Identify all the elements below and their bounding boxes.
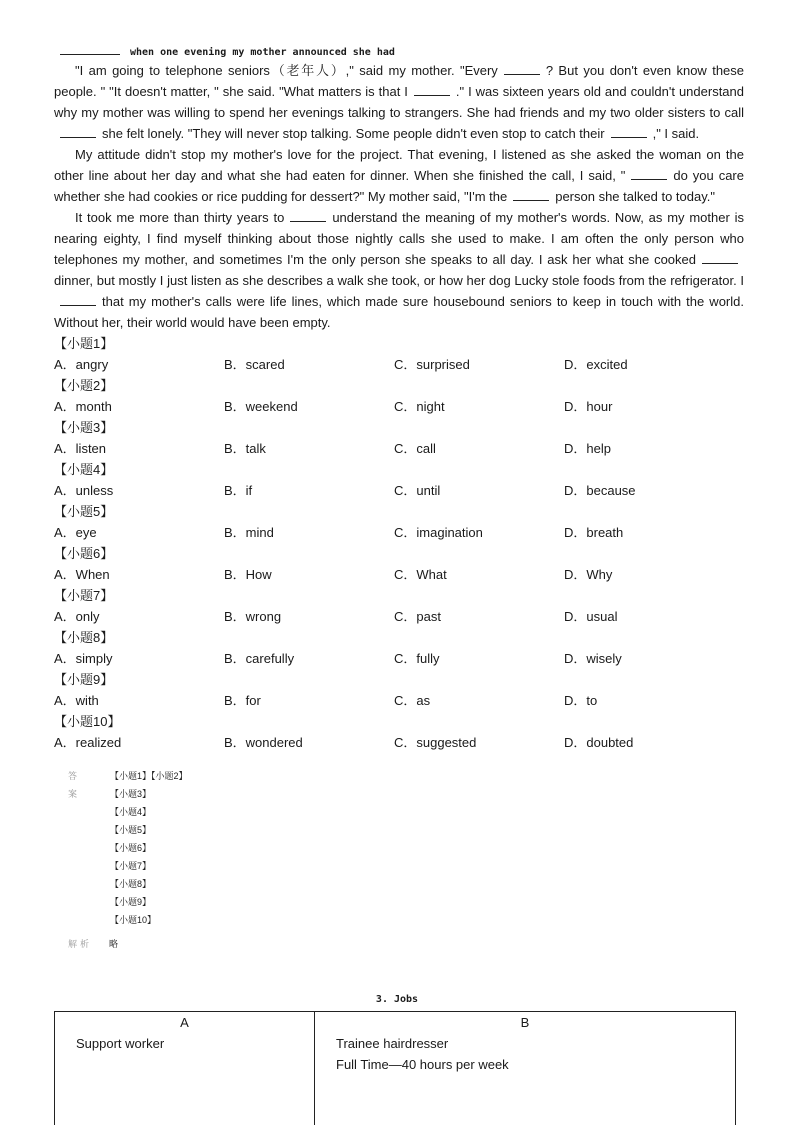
option-row bbox=[54, 522, 744, 543]
option-row bbox=[54, 564, 744, 585]
option-a: A．unless bbox=[54, 483, 114, 498]
answer-item: 【小题7】 bbox=[110, 861, 152, 871]
option-b: B．wrong bbox=[224, 609, 282, 624]
option-d: D．wisely bbox=[564, 651, 622, 666]
text: My attitude didn't stop my mother's love for the project. That evening, I listened as she asked the woman on the other line about her day and what she had eaten for dinner. When she finished the call, I said, " bbox=[54, 147, 744, 183]
option-a: A．only bbox=[54, 609, 100, 624]
option-a: A．eye bbox=[54, 525, 97, 540]
question-label: 【小题9】 bbox=[54, 672, 114, 687]
option-c: C．imagination bbox=[394, 525, 483, 540]
analysis-label: 解析 bbox=[68, 939, 93, 949]
blank bbox=[611, 125, 647, 138]
top-line-text: when one evening my mother announced she had bbox=[130, 47, 395, 58]
text: ," I said. bbox=[652, 126, 700, 141]
blank bbox=[290, 209, 326, 222]
option-b: B．if bbox=[224, 483, 253, 498]
question-label: 【小题6】 bbox=[54, 546, 114, 561]
text: ? But you don't even know these people. " "It doesn't matter, " she said. "What matters is that I bbox=[54, 63, 745, 99]
blank bbox=[60, 125, 96, 138]
option-a: A．realized bbox=[54, 735, 122, 750]
option-d: D．to bbox=[564, 693, 598, 708]
option-d: D．hour bbox=[564, 399, 613, 414]
text: that my mother's calls were life lines, which made sure housebound seniors to keep in touch with the world. Without her, their world would have been empty. bbox=[54, 294, 744, 330]
column-b bbox=[315, 1012, 735, 1125]
answer-item: 【小题3】 bbox=[110, 789, 152, 799]
blank bbox=[414, 83, 450, 96]
option-c: C．until bbox=[394, 483, 441, 498]
blank bbox=[513, 188, 549, 201]
option-b: B．wondered bbox=[224, 735, 303, 750]
option-b: B．scared bbox=[224, 357, 285, 372]
job-line: Full Time—40 hours per week bbox=[336, 1057, 509, 1072]
column-a bbox=[55, 1012, 315, 1125]
section-title: 3. Jobs bbox=[375, 994, 419, 1005]
question-label: 【小题3】 bbox=[54, 420, 114, 435]
paragraph-3 bbox=[54, 207, 744, 333]
question-label: 【小题4】 bbox=[54, 462, 114, 477]
option-c: C．suggested bbox=[394, 735, 477, 750]
option-c: C．What bbox=[394, 567, 447, 582]
text: do you care whether she had cookies or rice pudding for dessert?" My mother said, "I'm the bbox=[54, 168, 744, 204]
question-label: 【小题2】 bbox=[54, 378, 114, 393]
option-row bbox=[54, 396, 744, 417]
column-header: B bbox=[520, 1015, 530, 1030]
option-a: A．simply bbox=[54, 651, 113, 666]
answer-item: 【小题9】 bbox=[110, 897, 152, 907]
question-label: 【小题8】 bbox=[54, 630, 114, 645]
option-row bbox=[54, 438, 744, 459]
option-d: D．excited bbox=[564, 357, 628, 372]
paragraph-1 bbox=[54, 60, 744, 144]
option-b: B．carefully bbox=[224, 651, 295, 666]
option-d: D．help bbox=[564, 441, 611, 456]
option-c: C．fully bbox=[394, 651, 440, 666]
text: ." I was sixteen years old and couldn't understand why my mother was willing to spend her evenings talking to strangers. She had friends and my two older sisters to call bbox=[54, 84, 744, 120]
option-row bbox=[54, 690, 744, 711]
answer-item: 【小题1】【小题2】 bbox=[110, 771, 188, 781]
option-row bbox=[54, 732, 744, 753]
option-c: C．past bbox=[394, 609, 441, 624]
blank bbox=[631, 167, 667, 180]
option-a: A．angry bbox=[54, 357, 109, 372]
option-d: D．usual bbox=[564, 609, 618, 624]
option-row bbox=[54, 480, 744, 501]
text: she felt lonely. "They will never stop talking. Some people didn't even stop to catch their bbox=[102, 126, 605, 141]
job-line: Support worker bbox=[76, 1036, 165, 1051]
answer-item: 【小题6】 bbox=[110, 843, 152, 853]
answer-item: 【小题4】 bbox=[110, 807, 152, 817]
top-line bbox=[60, 43, 395, 58]
text: dinner, but mostly I just listen as she describes a walk she took, or how her dog Lucky stole foods from the refrigerator. I bbox=[54, 273, 744, 288]
answer-label: 答案 bbox=[68, 771, 81, 799]
text: "I am going to telephone seniors（老年人）," said my mother. "Every bbox=[75, 63, 498, 78]
blank bbox=[60, 43, 120, 55]
text: It took me more than thirty years to bbox=[75, 210, 285, 225]
option-a: A．When bbox=[54, 567, 110, 582]
question-label: 【小题1】 bbox=[54, 336, 114, 351]
option-a: A．with bbox=[54, 693, 99, 708]
answer-list bbox=[110, 767, 188, 929]
option-row bbox=[54, 606, 744, 627]
paragraph-2 bbox=[54, 144, 744, 207]
answer-item: 【小题5】 bbox=[110, 825, 152, 835]
option-d: D．doubted bbox=[564, 735, 634, 750]
option-d: D．because bbox=[564, 483, 636, 498]
option-b: B．for bbox=[224, 693, 261, 708]
option-b: B．talk bbox=[224, 441, 266, 456]
option-a: A．listen bbox=[54, 441, 107, 456]
option-b: B．weekend bbox=[224, 399, 298, 414]
text: understand the meaning of my mother's words. Now, as my mother is nearing eighty, I find myself thinking about those nightly calls she used to make. I am often the only person who telephones my mother, and sometimes I'm the only person she speaks to all day. I ask her what she cooked bbox=[54, 210, 745, 267]
option-row bbox=[54, 648, 744, 669]
option-row bbox=[54, 354, 744, 375]
answer-item: 【小题8】 bbox=[110, 879, 152, 889]
option-d: D．Why bbox=[564, 567, 613, 582]
question-list bbox=[54, 333, 744, 753]
option-c: C．night bbox=[394, 399, 445, 414]
job-line: Trainee hairdresser bbox=[336, 1036, 449, 1051]
option-b: B．mind bbox=[224, 525, 274, 540]
analysis-value: 略 bbox=[109, 939, 119, 949]
column-header: A bbox=[180, 1015, 189, 1030]
answer-item: 【小题10】 bbox=[110, 915, 157, 925]
analysis-section bbox=[68, 937, 119, 950]
question-label: 【小题7】 bbox=[54, 588, 114, 603]
blank bbox=[504, 62, 540, 75]
question-label: 【小题5】 bbox=[54, 504, 114, 519]
option-c: C．call bbox=[394, 441, 436, 456]
text: person she talked to today." bbox=[555, 189, 715, 204]
question-label: 【小题10】 bbox=[54, 714, 121, 729]
option-c: C．as bbox=[394, 693, 431, 708]
blank bbox=[60, 293, 96, 306]
option-d: D．breath bbox=[564, 525, 624, 540]
option-b: B．How bbox=[224, 567, 272, 582]
option-a: A．month bbox=[54, 399, 112, 414]
option-c: C．surprised bbox=[394, 357, 470, 372]
passage bbox=[54, 60, 744, 333]
blank bbox=[702, 251, 738, 264]
jobs-table bbox=[54, 1011, 736, 1125]
